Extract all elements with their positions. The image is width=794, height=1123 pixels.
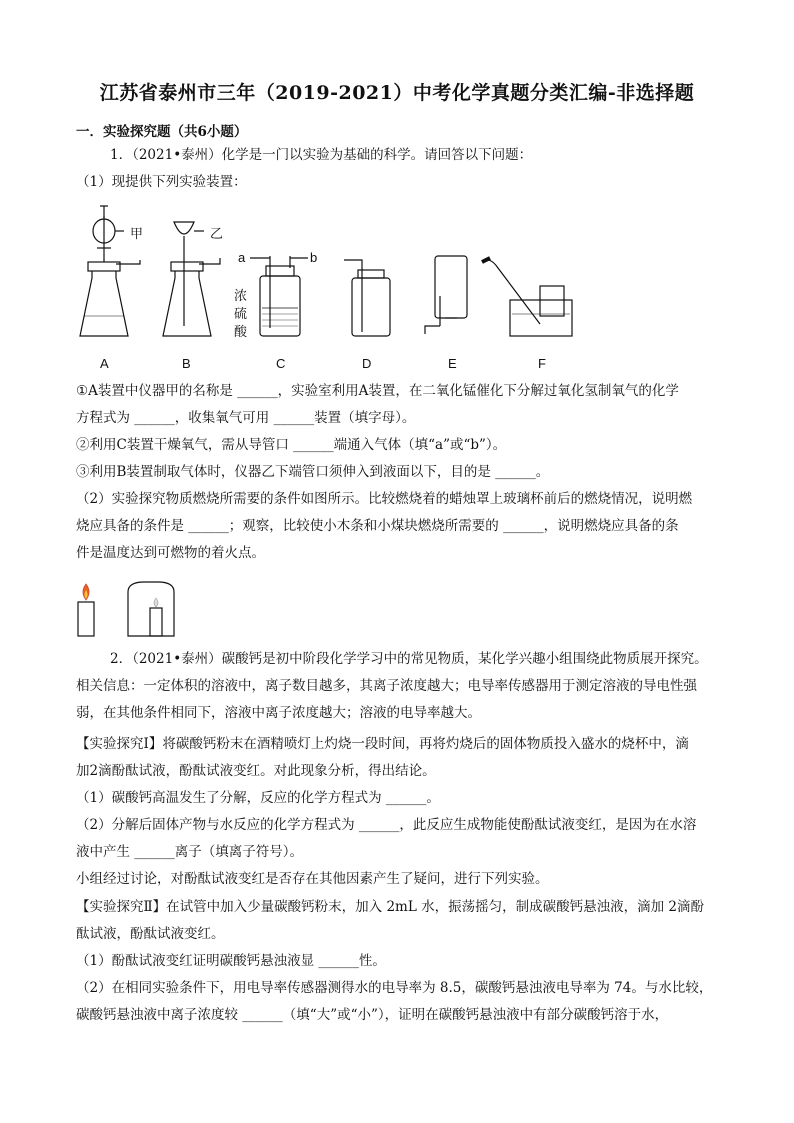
q2-line12: （2）在相同实验条件下，用电导率传感器测得水的电导率为 8.5，碳酸钙悬浊液电导率为 74。与水比较， [76, 980, 713, 996]
q1-line7: 件是温度达到可燃物的着火点。 [76, 545, 265, 561]
q2-line7: 液中产生 ______离子（填离子符号）。 [76, 844, 304, 860]
q2-line10: 酞试液，酚酞试液变红。 [76, 926, 225, 942]
q2-line4: 加2滴酚酞试液，酚酞试液变红。对此现象分析，得出结论。 [76, 763, 436, 779]
label-nong: 浓 [234, 288, 248, 303]
q1-line4: ③利用B装置制取气体时，仪器乙下端管口须伸入到液面以下，目的是 ______。 [76, 464, 550, 480]
apparatus-d [344, 260, 390, 336]
q1-line1: ①A装置中仪器甲的名称是 ______，实验室利用A装置，在二氧化锰催化下分解过氧化氢制氧气的化学 [76, 383, 679, 399]
q2-line5: （1）碳酸钙高温发生了分解，反应的化学方程式为 ______。 [76, 790, 440, 806]
label-suan: 酸 [234, 324, 248, 339]
label-jia: 甲 [130, 226, 144, 241]
q1-part1: （1）现提供下列实验装置： [76, 174, 247, 190]
label-yi: 乙 [210, 226, 224, 241]
q2-line8: 小组经过讨论，对酚酞试液变红是否存在其他因素产生了疑问，进行下列实验。 [76, 871, 549, 887]
apparatus-figure [70, 196, 590, 376]
q2-line9: 【实验探究Ⅱ】在试管中加入少量碳酸钙粉末，加入 2mL 水，振荡摇匀，制成碳酸钙悬浊液，滴加 2滴酚 [76, 899, 704, 915]
q2-intro: 2．（2021•泰州）碳酸钙是初中阶段化学学习中的常见物质，某化学兴趣小组围绕此物质展开探究。 [110, 651, 708, 667]
apparatus-c [250, 256, 308, 336]
label-D: D [362, 356, 372, 371]
label-F: F [538, 356, 546, 371]
label-C: C [276, 356, 286, 371]
label-a: a [238, 250, 246, 265]
label-b: b [310, 250, 318, 265]
q2-line13: 碳酸钙悬浊液中离子浓度较 ______（填“大”或“小”），证明在碳酸钙悬浊液中有部分碳酸钙溶于水， [76, 1007, 669, 1023]
q1-line3: ②利用C装置干燥氧气，需从导管口 ______端通入气体（填“a”或“b”）。 [76, 437, 507, 453]
label-E: E [448, 356, 457, 371]
q2-line6: （2）分解后固体产物与水反应的化学方程式为 ______，此反应生成物能使酚酞试液变红，是因为在水溶 [76, 817, 697, 833]
q2-line11: （1）酚酞试液变红证明碳酸钙悬浊液显 ______性。 [76, 953, 386, 969]
label-liu: 硫 [234, 306, 248, 321]
document-title: 江苏省泰州市三年（2019-2021）中考化学真题分类汇编-非选择题 [99, 82, 695, 104]
candle-figure [72, 578, 182, 640]
q2-line2: 弱，在其他条件相同下，溶液中离子浓度越大；溶液的电导率越大。 [76, 705, 481, 721]
q1-intro: 1．（2021•泰州）化学是一门以实验为基础的科学。请回答以下问题： [110, 147, 533, 163]
q2-line3: 【实验探究Ⅰ】将碳酸钙粉末在酒精喷灯上灼烧一段时间，再将灼烧后的固体物质投入盛水的烧杯中，滴 [76, 736, 689, 752]
label-B: B [182, 356, 191, 371]
section-heading: 一．实验探究题（共6小题） [76, 124, 248, 140]
apparatus-e [425, 256, 467, 334]
q1-line2: 方程式为 ______，收集氧气可用 ______装置（填字母）。 [76, 410, 416, 426]
q2-line1: 相关信息：一定体积的溶液中，离子数目越多，其离子浓度越大；电导率传感器用于测定溶液的导电性强 [76, 678, 697, 694]
label-A: A [100, 356, 109, 371]
apparatus-f [482, 258, 572, 336]
q1-line5: （2）实验探究物质燃烧所需要的条件如图所示。比较燃烧着的蜡烛罩上玻璃杯前后的燃烧情况，说明燃 [76, 491, 693, 507]
q1-line6: 烧应具备的条件是 ______；观察，比较使小木条和小煤块燃烧所需要的 ______，说明燃烧应具备的条 [76, 518, 679, 534]
